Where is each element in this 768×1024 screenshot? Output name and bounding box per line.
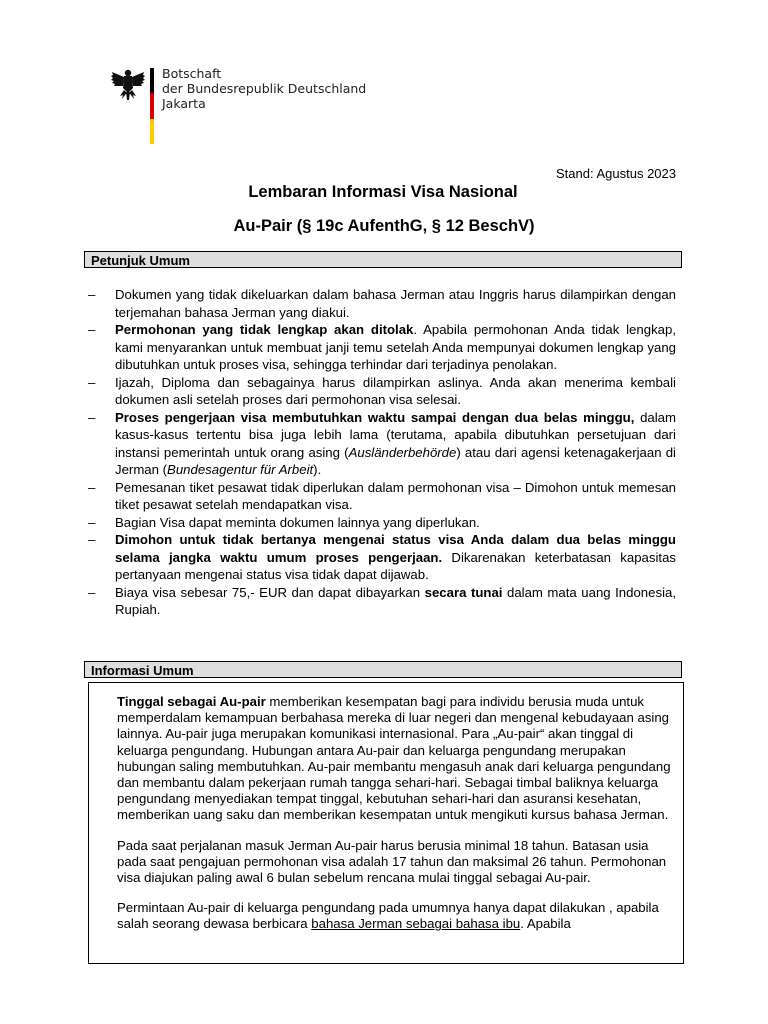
item-text: Ijazah, Diploma dan sebagainya harus dilampirkan aslinya. Anda akan menerima kembali dokumen asli setelah proses dari permohonan visa selesai. — [115, 374, 676, 407]
item-bold: Permohonan yang tidak lengkap akan ditolak — [115, 322, 414, 337]
embassy-logo — [110, 64, 370, 146]
german-flag-bar — [150, 68, 154, 144]
item-text: ). — [313, 462, 322, 477]
flag-gold — [150, 119, 154, 144]
page-subtitle: Au-Pair (§ 19c AufenthG, § 12 BeschV) — [233, 217, 535, 235]
item-text: ) atau dari agensi ketenagakerjaan di Jerman ( — [115, 444, 676, 477]
list-item — [88, 584, 676, 619]
dash-bullet: – — [88, 514, 96, 530]
list-item — [88, 374, 676, 409]
item-text: dalam mata uang Indonesia, Rupiah. — [115, 584, 676, 617]
dash-bullet: – — [88, 409, 96, 425]
item-italic: Ausländerbehörde — [348, 444, 457, 460]
item-italic: Bundesagentur für Arbeit — [167, 462, 314, 477]
embassy-name — [162, 66, 366, 111]
item-text: dalam kasus-kasus tertentu bisa juga lebih lama (terutama, apabila dibutuhkan persetujuan dari instansi pemerintah untuk orang asing ( — [115, 409, 676, 460]
item-text: Bagian Visa dapat meminta dokumen lainnya yang diperlukan. — [115, 514, 480, 530]
item-text: Dikarenakan keterbatasan kapasitas pertanyaan mengenai status visa tidak dapat dijawab. — [115, 549, 676, 582]
item-text: . Apabila permohonan Anda tidak lengkap, kami menyarankan untuk membuat janji temu setelah Anda mempunyai dokumen lengkap yang dibutuhkan untuk proses visa, sehingga terhindar dari terjadinya penolakan. — [115, 322, 676, 372]
paragraph-text: Permintaan Au-pair di keluarga pengundang pada umumnya hanya dapat dilakukan , apabila salah seorang dewasa berbicara — [117, 900, 659, 932]
paragraph-text: . Apabila — [520, 916, 571, 932]
paragraph — [117, 694, 672, 824]
general-instructions-list — [88, 286, 676, 619]
org-line-3: Jakarta — [162, 96, 206, 111]
underlined-text: bahasa Jerman sebagai bahasa ibu — [311, 916, 521, 932]
page-title: Lembaran Informasi Visa Nasional — [248, 183, 518, 201]
dash-bullet: – — [88, 532, 96, 547]
item-bold: Proses pengerjaan visa membutuhkan waktu sampai dengan dua belas minggu, — [115, 409, 635, 425]
dash-bullet: – — [88, 322, 96, 337]
item-bold: Dimohon untuk tidak bertanya mengenai status visa Anda dalam dua belas minggu selama jangka waktu umum proses pengerjaan. — [115, 532, 676, 565]
flag-black — [150, 68, 154, 93]
paragraph — [117, 900, 672, 932]
section-heading-general-information: Informasi Umum — [84, 661, 682, 678]
list-item — [88, 514, 676, 532]
org-line-1: Botschaft — [162, 66, 222, 81]
org-line-2: der Bundesrepublik Deutschland — [162, 81, 367, 96]
list-item — [88, 286, 676, 321]
dash-bullet: – — [88, 287, 96, 302]
section-heading-general-instructions: Petunjuk Umum — [84, 251, 682, 268]
item-text: Dokumen yang tidak dikeluarkan dalam bahasa Jerman atau Inggris harus dilampirkan dengan terjemahan bahasa Jerman yang diakui. — [115, 287, 676, 320]
paragraph-bold: Tinggal sebagai Au-pair — [117, 694, 266, 709]
item-text: Pemesanan tiket pesawat tidak diperlukan dalam permohonan visa – Dimohon untuk memesan tiket pesawat setelah mendapatkan visa. — [115, 479, 676, 512]
dash-bullet: – — [88, 584, 96, 600]
dash-bullet: – — [88, 479, 96, 495]
list-item — [88, 479, 676, 514]
general-information-content — [117, 694, 672, 947]
item-text: Biaya visa sebesar 75,- EUR dan dapat dibayarkan — [115, 584, 425, 600]
paragraph: Pada saat perjalanan masuk Jerman Au-pair harus berusia minimal 18 tahun. Batasan usia pada saat pengajuan permohonan visa adalah 17 tahun dan maksimal 26 tahun. Permohonan visa diajukan paling awal 6 bulan sebelum rencana mulai tinggal sebagai Au-pair. — [117, 837, 667, 886]
item-bold: secara tunai — [424, 584, 503, 600]
list-item — [88, 531, 676, 584]
federal-eagle-icon — [110, 66, 146, 106]
list-item — [88, 409, 676, 479]
date-stamp: Stand: Agustus 2023 — [556, 166, 676, 181]
flag-red — [150, 93, 154, 118]
list-item — [88, 321, 676, 374]
general-information-box — [88, 682, 684, 964]
dash-bullet: – — [88, 374, 96, 390]
paragraph-text: memberikan kesempatan bagi para individu berusia muda untuk memperdalam kemampuan berbahasa mereka di luar negeri dan mengenal kebudayaan asing lainnya. Au-pair juga merupakan komunikasi internasional. Para „Au-pair“ akan tinggal di keluarga pengundang. Hubungan antara Au-pair dan keluarga pengundang merupakan hubungan saling membutuhkan. Au-pair membantu mengasuh anak dari keluarga pengundang dan membantu dalam pekerjaan rumah tangga sehari-hari. Sebagai timbal baliknya keluarga pengundang menyediakan tempat tinggal, kebutuhan sehari-hari dan asuransi kesehatan, memberikan uang saku dan memberikan kesempatan untuk mengikuti kursus bahasa Jerman. — [117, 694, 671, 823]
